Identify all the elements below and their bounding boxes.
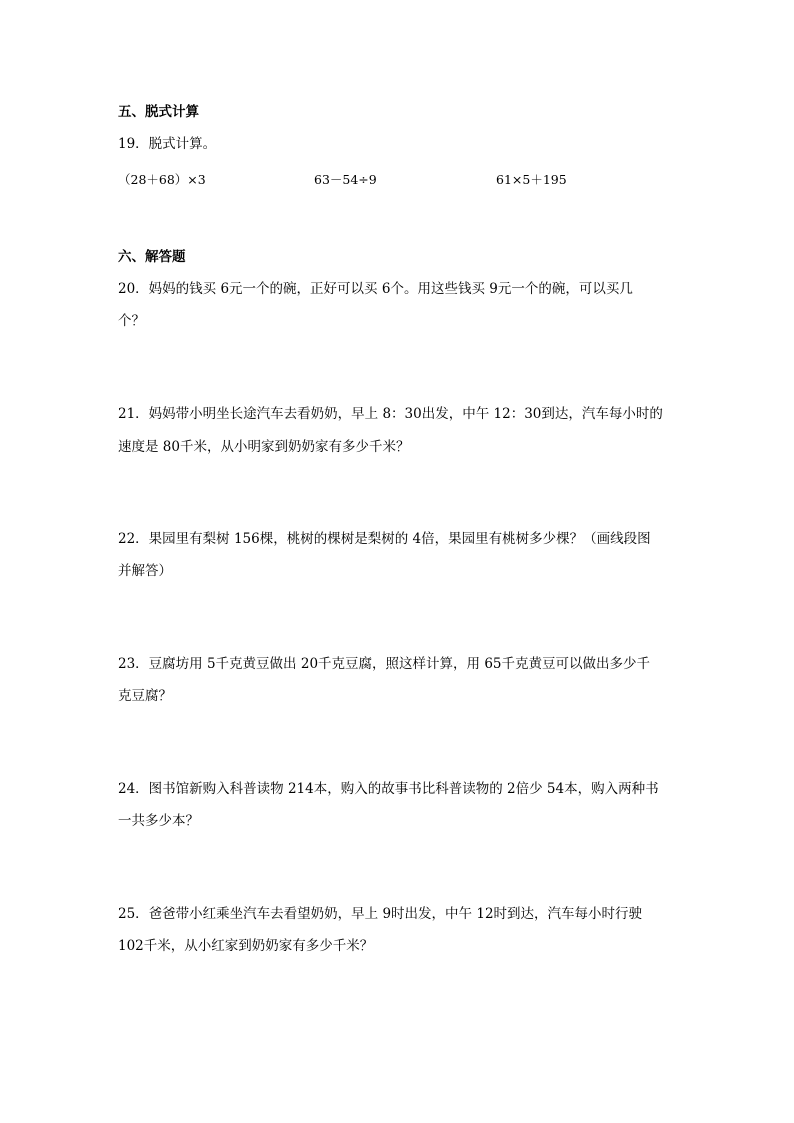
expression-3: 61×5＋195 — [496, 172, 567, 187]
question-22-line2: 并解答） — [118, 563, 172, 579]
question-22-line1: 22．果园里有梨树 156棵，桃树的棵树是梨树的 4倍，果园里有桃树多少棵？（画线段图 — [118, 531, 651, 547]
question-19-text: 19．脱式计算。 — [118, 136, 217, 152]
question-24-line2: 一共多少本？ — [118, 813, 199, 829]
question-23-line1: 23．豆腐坊用 5千克黄豆做出 20千克豆腐，照这样计算，用 65千克黄豆可以做出多少千 — [118, 656, 650, 672]
question-24-line1: 24．图书馆新购入科普读物 214本，购入的故事书比科普读物的 2倍少 54本，购入两种书 — [118, 781, 659, 797]
question-20-line1: 20．妈妈的钱买 6元一个的碗，正好可以买 6个。用这些钱买 9元一个的碗，可以买几 — [118, 281, 633, 297]
section-six-heading: 六、解答题 — [118, 249, 186, 265]
question-25-line2: 102千米，从小红家到奶奶家有多少千米？ — [118, 938, 374, 954]
question-20-line2: 个？ — [118, 313, 145, 329]
expression-2: 63－54÷9 — [314, 172, 377, 187]
expression-1: （28＋68）×3 — [118, 172, 206, 187]
question-21-line1: 21．妈妈带小明坐长途汽车去看奶奶，早上 8：30出发，中午 12：30到达，汽车每小时的 — [118, 406, 663, 422]
section-five-heading: 五、脱式计算 — [118, 104, 199, 120]
question-21-line2: 速度是 80千米，从小明家到奶奶家有多少千米？ — [118, 439, 410, 455]
question-23-line2: 克豆腐？ — [118, 688, 172, 704]
question-25-line1: 25．爸爸带小红乘坐汽车去看望奶奶，早上 9时出发，中午 12时到达，汽车每小时行驶 — [118, 906, 643, 922]
